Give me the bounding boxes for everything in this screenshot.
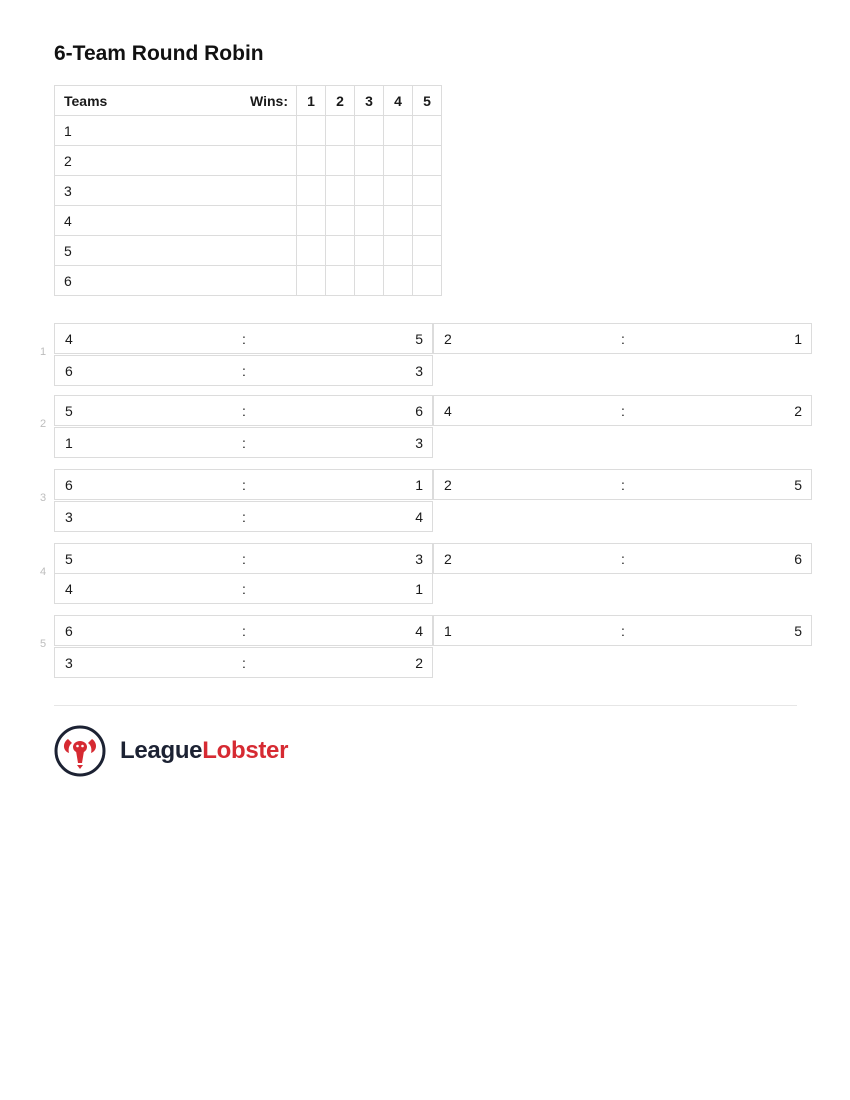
win-cell [355, 176, 384, 206]
home-team: 2 [444, 477, 452, 493]
win-cell [413, 116, 442, 146]
match-separator: : [621, 403, 625, 419]
round-number: 4 [39, 566, 47, 578]
logo-text-league: League [120, 737, 203, 764]
win-cell [355, 116, 384, 146]
win-cell [413, 236, 442, 266]
match-separator: : [621, 477, 625, 493]
match-separator: : [242, 403, 246, 419]
match-row [433, 323, 812, 354]
page-title: 6-Team Round Robin [54, 42, 264, 65]
win-cell [384, 266, 413, 296]
round-number: 5 [39, 638, 47, 650]
win-cell [297, 176, 326, 206]
standings-row [55, 236, 442, 266]
win-cell [355, 266, 384, 296]
win-cell [297, 236, 326, 266]
away-team: 2 [794, 403, 802, 419]
match-separator: : [242, 655, 246, 671]
match-separator: : [621, 623, 625, 639]
team-name: 4 [55, 206, 297, 236]
match-separator: : [242, 509, 246, 525]
match-separator: : [242, 363, 246, 379]
home-team: 2 [444, 551, 452, 567]
away-team: 1 [794, 331, 802, 347]
home-team: 4 [444, 403, 452, 419]
home-team: 2 [444, 331, 452, 347]
league-lobster-logo [54, 725, 288, 777]
away-team: 5 [415, 331, 423, 347]
win-cell [413, 206, 442, 236]
win-cell [326, 146, 355, 176]
home-team: 3 [65, 655, 73, 671]
wins-header: Wins: [250, 92, 288, 109]
standings-row [55, 206, 442, 236]
match-separator: : [242, 477, 246, 493]
match-separator: : [621, 331, 625, 347]
win-cell [413, 266, 442, 296]
lobster-logo-icon [54, 725, 106, 777]
match-separator: : [242, 551, 246, 567]
away-team: 5 [794, 623, 802, 639]
match-row [433, 543, 812, 574]
match-separator: : [242, 623, 246, 639]
away-team: 6 [415, 403, 423, 419]
round-number: 1 [39, 346, 47, 358]
match-row [54, 427, 433, 458]
home-team: 4 [65, 581, 73, 597]
match-separator: : [242, 435, 246, 451]
round-number: 3 [39, 492, 47, 504]
logo-wordmark [120, 737, 288, 765]
win-cell [384, 236, 413, 266]
team-name: 3 [55, 176, 297, 206]
standings-row [55, 176, 442, 206]
team-name: 2 [55, 146, 297, 176]
match-row [54, 395, 433, 426]
match-row [433, 395, 812, 426]
win-cell [384, 176, 413, 206]
win-cell [326, 236, 355, 266]
match-row [433, 615, 812, 646]
away-team: 1 [415, 581, 423, 597]
match-row [54, 543, 433, 574]
win-cell [384, 206, 413, 236]
away-team: 1 [415, 477, 423, 493]
away-team: 2 [415, 655, 423, 671]
home-team: 4 [65, 331, 73, 347]
round-number: 2 [39, 418, 47, 430]
team-name: 1 [55, 116, 297, 146]
match-row [54, 615, 433, 646]
home-team: 1 [444, 623, 452, 639]
win-cell [297, 266, 326, 296]
round-header: 4 [384, 86, 413, 116]
home-team: 6 [65, 623, 73, 639]
team-name: 6 [55, 266, 297, 296]
match-row [54, 501, 433, 532]
logo-text-lobster: Lobster [202, 737, 289, 764]
away-team: 5 [794, 477, 802, 493]
away-team: 3 [415, 551, 423, 567]
win-cell [413, 146, 442, 176]
standings-row [55, 266, 442, 296]
win-cell [355, 236, 384, 266]
round-header: 2 [326, 86, 355, 116]
home-team: 1 [65, 435, 73, 451]
standings-header-row [55, 86, 442, 116]
away-team: 6 [794, 551, 802, 567]
match-separator: : [242, 331, 246, 347]
round-header: 5 [413, 86, 442, 116]
home-team: 5 [65, 403, 73, 419]
round-header: 1 [297, 86, 326, 116]
home-team: 3 [65, 509, 73, 525]
round-header: 3 [355, 86, 384, 116]
win-cell [297, 146, 326, 176]
win-cell [413, 176, 442, 206]
away-team: 3 [415, 435, 423, 451]
teams-header: Teams [64, 92, 108, 109]
home-team: 6 [65, 363, 73, 379]
win-cell [355, 206, 384, 236]
win-cell [355, 146, 384, 176]
away-team: 3 [415, 363, 423, 379]
win-cell [297, 206, 326, 236]
standings-row [55, 146, 442, 176]
teams-header-cell [55, 86, 297, 116]
team-name: 5 [55, 236, 297, 266]
win-cell [384, 116, 413, 146]
match-row [54, 573, 433, 604]
footer-divider [54, 705, 797, 706]
standings-table [54, 85, 442, 296]
match-row [54, 355, 433, 386]
win-cell [384, 146, 413, 176]
match-row [54, 469, 433, 500]
away-team: 4 [415, 509, 423, 525]
win-cell [326, 116, 355, 146]
win-cell [326, 176, 355, 206]
match-row [433, 469, 812, 500]
match-row [54, 647, 433, 678]
home-team: 5 [65, 551, 73, 567]
match-row [54, 323, 433, 354]
home-team: 6 [65, 477, 73, 493]
win-cell [326, 206, 355, 236]
standings-row [55, 116, 442, 146]
win-cell [326, 266, 355, 296]
away-team: 4 [415, 623, 423, 639]
match-separator: : [242, 581, 246, 597]
win-cell [297, 116, 326, 146]
match-separator: : [621, 551, 625, 567]
